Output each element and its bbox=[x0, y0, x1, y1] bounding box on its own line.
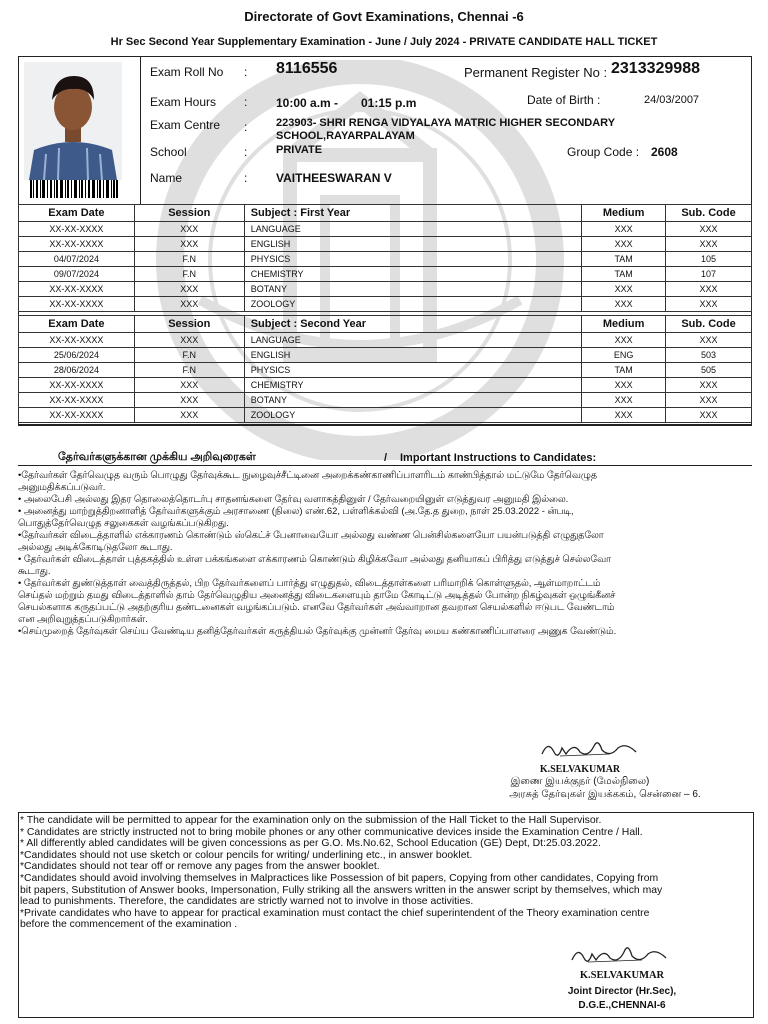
cell-subject: BOTANY bbox=[244, 282, 581, 297]
cell-code: XXX bbox=[666, 408, 752, 423]
table-row bbox=[19, 237, 752, 252]
instruction-line: •தேர்வர்கள் தேர்வெழுத வரும் பொழுது தேர்வுக்கூட நுழைவுச்சீட்டினை அறைக்கண்காணிப்பாளரிடம் காண்பித்தால் மட்டுமே தேர்வெழுத bbox=[18, 469, 597, 480]
instruction-line: • தேர்வர்கள் துண்டுத்தாள் வைத்திருத்தல், பிற தேர்வர்களைப் பார்த்து எழுதுதல், விடைத்தாள்களை பரிமாறிக் கொள்ளுதல், ஆள்மாறாட்டம் bbox=[18, 577, 601, 588]
cell-subject: PHYSICS bbox=[244, 252, 581, 267]
cell-session: F.N bbox=[134, 252, 244, 267]
school-colon: : bbox=[244, 145, 248, 159]
centre-value-1: 223903- SHRI RENGA VIDYALAYA MATRIC HIGHER SECONDARY bbox=[276, 117, 616, 129]
dob-value: 24/03/2007 bbox=[644, 94, 700, 106]
instruction-line: *Candidates should not use sketch or colour pencils for writing/ underlining etc., in answer booklet. bbox=[20, 849, 473, 861]
cell-code: 107 bbox=[666, 267, 752, 282]
cell-medium: TAM bbox=[582, 363, 666, 378]
table-row bbox=[19, 282, 752, 297]
roll-colon: : bbox=[244, 65, 248, 79]
signature-icon bbox=[570, 940, 670, 968]
instruction-line: •தேர்வர்கள் விடைத்தாளில் எக்காரணம் கொண்டும் ஸ்கெட்ச் பேனாவையோ அல்லது வண்ண பென்சில்களையோ பயன்படுத்தி எழுதுதலோ bbox=[18, 529, 604, 540]
reg-label: Permanent Register No : bbox=[464, 65, 608, 80]
instruction-line: கூடாது. bbox=[18, 565, 51, 576]
second-year-header-row bbox=[19, 316, 752, 333]
instruction-line: *Private candidates who have to appear for practical examination must contact the chief superintendent of the Theory examination centre bbox=[20, 907, 650, 919]
instruction-line: bit papers, Substitution of Answer books, Impersonation, Fully striking all the answers written in the answer script by themselves, which may bbox=[20, 884, 663, 896]
table-row bbox=[19, 393, 752, 408]
cell-code: XXX bbox=[666, 297, 752, 312]
cell-subject: ENGLISH bbox=[244, 237, 581, 252]
instruction-line: *Candidates should not tear off or remove any pages from the answer booklet. bbox=[20, 861, 380, 873]
col-subject: Subject : First Year bbox=[244, 205, 581, 222]
instructions-heading-english: Important Instructions to Candidates: bbox=[400, 452, 597, 464]
candidate-photo bbox=[24, 62, 122, 180]
instruction-line: அனுமதிக்கப்படுவர். bbox=[18, 481, 106, 492]
instruction-line: பொதுத்தேர்வெழுத சலுகைகள் வழங்கப்படுகிறது. bbox=[18, 517, 229, 528]
signatory-office-tamil: அரசுத் தேர்வுகள் இயக்ககம், சென்னை – 6. bbox=[509, 789, 701, 800]
centre-label: Exam Centre bbox=[150, 118, 221, 132]
cell-medium: XXX bbox=[582, 408, 666, 423]
table-row bbox=[19, 408, 752, 423]
first-year-table bbox=[18, 204, 752, 312]
dob-label: Date of Birth : bbox=[527, 93, 601, 107]
col-medium: Medium bbox=[582, 205, 666, 222]
first-year-header-row bbox=[19, 205, 752, 222]
instruction-line: lead to punishments. Therefore, the candidates are strictly warned not to involve in those activities. bbox=[20, 896, 474, 908]
instruction-line: before the commencement of the examination . bbox=[20, 919, 238, 931]
cell-date: XX-XX-XXXX bbox=[19, 393, 135, 408]
exam-title: Hr Sec Second Year Supplementary Examination - June / July 2024 - PRIVATE CANDIDATE HALL TICKET bbox=[110, 36, 658, 48]
hours-end: 01:15 p.m bbox=[361, 96, 417, 110]
cell-code: XXX bbox=[666, 282, 752, 297]
instruction-line: செய்தல் மற்றும் தமது விடைத்தாளில் தாம் தேர்வெழுதிய அனைத்து விடைகளையும் தாமே கோடிட்டு அடித்தல் போன்ற நிகழ்வுகள் ஒழுங்கீனச் bbox=[18, 589, 616, 600]
cell-code: XXX bbox=[666, 378, 752, 393]
signatory-office-english: D.G.E.,CHENNAI-6 bbox=[578, 1000, 666, 1011]
hours-start: 10:00 a.m - bbox=[276, 96, 339, 110]
instruction-line: என அறிவுறுத்தப்படுகிறார்கள். bbox=[18, 613, 148, 624]
cell-code: XXX bbox=[666, 333, 752, 348]
cell-date: XX-XX-XXXX bbox=[19, 297, 135, 312]
cell-date: XX-XX-XXXX bbox=[19, 333, 135, 348]
cell-medium: XXX bbox=[582, 297, 666, 312]
instruction-line: • அலைபேசி அல்லது இதர தொலைத்தொடர்பு சாதனங்களை தேர்வு வளாகத்தினுள் / தேர்வறையினுள் எடுத்துவர அனுமதி இல்லை. bbox=[18, 493, 569, 504]
col-exam-date: Exam Date bbox=[19, 316, 135, 333]
signatory-designation-english: Joint Director (Hr.Sec), bbox=[567, 986, 677, 997]
group-label: Group Code : bbox=[567, 145, 640, 159]
table-row bbox=[19, 252, 752, 267]
cell-date: XX-XX-XXXX bbox=[19, 408, 135, 423]
cell-medium: XXX bbox=[582, 237, 666, 252]
table-row bbox=[19, 267, 752, 282]
col-subject: Subject : Second Year bbox=[244, 316, 581, 333]
hours-label: Exam Hours bbox=[150, 95, 217, 109]
cell-subject: PHYSICS bbox=[244, 363, 581, 378]
tamil-instructions bbox=[18, 469, 752, 637]
school-label: School bbox=[150, 145, 187, 159]
table-row bbox=[19, 348, 752, 363]
barcode-icon bbox=[30, 180, 118, 198]
cell-session: F.N bbox=[134, 267, 244, 282]
signatory-designation-tamil: இணை இயக்குநர் (மேல்நிலை) bbox=[510, 776, 650, 787]
cell-date: 09/07/2024 bbox=[19, 267, 135, 282]
col-session: Session bbox=[134, 316, 244, 333]
cell-session: XXX bbox=[134, 282, 244, 297]
instruction-line: • அனைத்து மாற்றுத்திறனாளித் தேர்வர்களுக்கும் அரசாணை (நிலை) எண்.62, பள்ளிக்கல்வி (அ.தே.த துறை, நாள் 25.03.2022 - ன்படி, bbox=[18, 505, 574, 516]
cell-subject: LANGUAGE bbox=[244, 333, 581, 348]
cell-code: 105 bbox=[666, 252, 752, 267]
instruction-line: * The candidate will be permitted to appear for the examination only on the submission of the Hall Ticket to the Hall Supervisor. bbox=[20, 815, 602, 826]
reg-value: 2313329988 bbox=[611, 60, 700, 77]
cell-medium: XXX bbox=[582, 282, 666, 297]
cell-medium: XXX bbox=[582, 393, 666, 408]
cell-subject: ZOOLOGY bbox=[244, 297, 581, 312]
cell-session: XXX bbox=[134, 393, 244, 408]
col-sub-code: Sub. Code bbox=[666, 205, 752, 222]
divider bbox=[18, 465, 752, 466]
instruction-line: அல்லது அடிக்கோடிடுதலோ கூடாது. bbox=[18, 541, 173, 552]
cell-medium: TAM bbox=[582, 252, 666, 267]
cell-session: XXX bbox=[134, 222, 244, 237]
cell-date: XX-XX-XXXX bbox=[19, 282, 135, 297]
cell-date: 04/07/2024 bbox=[19, 252, 135, 267]
table-row bbox=[19, 333, 752, 348]
instruction-line: செயல்களாக கருதப்பட்டு அதற்குரிய தண்டனைகள் வழங்கப்படும். எனவே தேர்வர்கள் அவ்வாறான தவறான செயல்களில் ஈடுபட வேண்டாம் bbox=[18, 601, 615, 612]
cell-subject: LANGUAGE bbox=[244, 222, 581, 237]
cell-date: 28/06/2024 bbox=[19, 363, 135, 378]
group-value: 2608 bbox=[651, 145, 678, 159]
cell-date: XX-XX-XXXX bbox=[19, 378, 135, 393]
cell-subject: CHEMISTRY bbox=[244, 378, 581, 393]
cell-subject: BOTANY bbox=[244, 393, 581, 408]
cell-date: 25/06/2024 bbox=[19, 348, 135, 363]
instruction-line: • தேர்வர்கள் விடைத்தாள் புத்தகத்தில் உள்ள பக்கங்களை எக்காரணம் கொண்டும் கிழிக்கவோ அல்லது தனியாகப் பிரித்து எடுத்துச் செல்லவோ bbox=[18, 553, 611, 564]
instruction-line: * Candidates are strictly instructed not to bring mobile phones or any other communicative devices inside the Examination Centre / Hall. bbox=[20, 826, 643, 838]
cell-medium: XXX bbox=[582, 333, 666, 348]
roll-value: 8116556 bbox=[276, 60, 338, 77]
second-year-table bbox=[18, 315, 752, 423]
signatory-name-tamil-block: K.SELVAKUMAR bbox=[539, 764, 621, 775]
col-session: Session bbox=[134, 205, 244, 222]
table-row bbox=[19, 222, 752, 237]
cell-subject: ZOOLOGY bbox=[244, 408, 581, 423]
cell-code: XXX bbox=[666, 393, 752, 408]
centre-colon: : bbox=[244, 120, 248, 134]
cell-session: XXX bbox=[134, 297, 244, 312]
divider bbox=[18, 424, 752, 425]
col-medium: Medium bbox=[582, 316, 666, 333]
hours-colon: : bbox=[244, 95, 248, 109]
instruction-line: •செய்முறைத் தேர்வுகள் செய்ய வேண்டிய தனித்தேர்வர்கள் கருத்தியல் தேர்வுக்கு முன்னர் தேர்வு மைய கண்காணிப்பாளரை அணுக வேண்டும். bbox=[18, 625, 617, 636]
cell-session: F.N bbox=[134, 363, 244, 378]
name-value: VAITHEESWARAN V bbox=[276, 171, 392, 185]
instruction-line: *Candidates should avoid involving themselves in Malpractices like Possession of bit papers, Copying from other candidates, Copying from bbox=[20, 872, 659, 884]
signature-icon bbox=[540, 736, 640, 762]
instructions-heading-sep: / bbox=[384, 452, 388, 464]
table-row bbox=[19, 363, 752, 378]
col-exam-date: Exam Date bbox=[19, 205, 135, 222]
roll-label: Exam Roll No bbox=[150, 65, 224, 79]
cell-code: 503 bbox=[666, 348, 752, 363]
cell-date: XX-XX-XXXX bbox=[19, 237, 135, 252]
cell-session: XXX bbox=[134, 237, 244, 252]
table-row bbox=[19, 378, 752, 393]
cell-code: 505 bbox=[666, 363, 752, 378]
name-colon: : bbox=[244, 171, 248, 185]
cell-medium: TAM bbox=[582, 267, 666, 282]
instruction-line: * All differently abled candidates will be given concessions as per G.O. Ms.No.62, School Education (GE) Dept, Dt:25.03.2022. bbox=[20, 838, 601, 850]
photo-divider bbox=[140, 56, 141, 204]
table-row bbox=[19, 297, 752, 312]
directorate-title: Directorate of Govt Examinations, Chennai -6 bbox=[244, 9, 524, 24]
cell-code: XXX bbox=[666, 222, 752, 237]
cell-medium: ENG bbox=[582, 348, 666, 363]
cell-session: XXX bbox=[134, 333, 244, 348]
cell-medium: XXX bbox=[582, 222, 666, 237]
cell-subject: ENGLISH bbox=[244, 348, 581, 363]
cell-subject: CHEMISTRY bbox=[244, 267, 581, 282]
signatory-name-english: K.SELVAKUMAR bbox=[579, 970, 665, 981]
col-sub-code: Sub. Code bbox=[666, 316, 752, 333]
name-label: Name bbox=[150, 171, 183, 185]
cell-session: F.N bbox=[134, 348, 244, 363]
cell-session: XXX bbox=[134, 408, 244, 423]
cell-session: XXX bbox=[134, 378, 244, 393]
english-instructions bbox=[20, 815, 748, 931]
cell-medium: XXX bbox=[582, 378, 666, 393]
school-value: PRIVATE bbox=[276, 144, 323, 156]
centre-value-2: SCHOOL,RAYARPALAYAM bbox=[276, 130, 415, 142]
cell-code: XXX bbox=[666, 237, 752, 252]
cell-date: XX-XX-XXXX bbox=[19, 222, 135, 237]
instructions-heading-tamil: தேர்வர்களுக்கான முக்கிய அறிவுரைகள் bbox=[58, 451, 256, 463]
